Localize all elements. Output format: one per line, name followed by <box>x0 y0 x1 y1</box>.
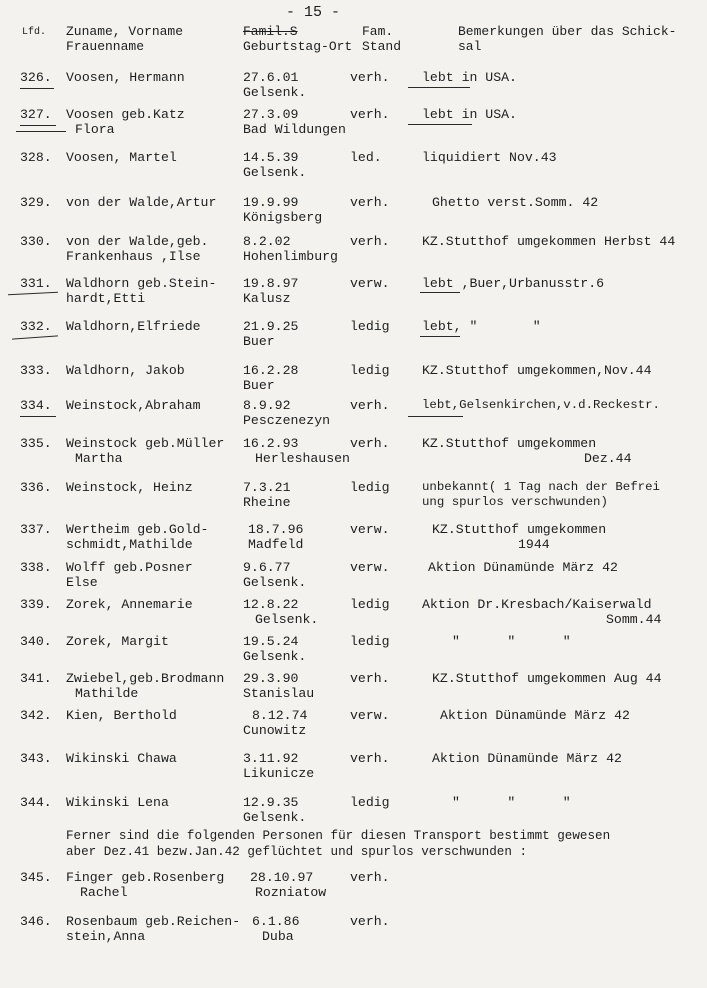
entry-number: 339. <box>20 597 52 612</box>
entry-number: 340. <box>20 634 52 649</box>
entry-status: verw. <box>350 276 390 291</box>
entry-birthdate: 12.9.35 <box>243 795 299 810</box>
entry-status: verh. <box>350 195 390 210</box>
list-item <box>0 476 707 516</box>
list-item <box>0 230 707 270</box>
entry-status: verh. <box>350 751 390 766</box>
entry-number: 326. <box>20 70 52 85</box>
header-remarks-line1: Bemerkungen über das Schick- <box>458 24 677 39</box>
entry-number: 334. <box>20 398 52 413</box>
entry-remark: KZ.Stutthof umgekommen <box>422 436 597 451</box>
entry-name: von der Walde,geb. <box>66 234 209 249</box>
entry-status: ledig <box>350 363 390 378</box>
entry-number: 330. <box>20 234 52 249</box>
entry-birthdate: 19.5.24 <box>243 634 299 649</box>
entry-status: verw. <box>350 708 390 723</box>
entry-remark: lebt ,Buer,Urbanusstr.6 <box>422 276 605 291</box>
entry-birthplace: Bad Wildungen <box>243 122 346 137</box>
entry-remark: " " " <box>452 634 571 649</box>
entry-name-cont: Flora <box>75 122 115 137</box>
entry-number: 343. <box>20 751 52 766</box>
entry-name-cont: schmidt,Mathilde <box>66 537 193 552</box>
entry-name-cont: stein,Anna <box>66 929 146 944</box>
entry-remark: " " " <box>452 795 571 810</box>
entry-name: Wikinski Lena <box>66 795 169 810</box>
entry-remark: unbekannt( 1 Tag nach der Befrei <box>422 480 660 494</box>
underline-mark <box>420 336 460 337</box>
entry-birthplace: Pesczenezyn <box>243 413 331 428</box>
entry-birthplace: Hohenlimburg <box>243 249 338 264</box>
entry-remark: liquidiert Nov.43 <box>422 150 557 165</box>
list-item <box>0 593 707 633</box>
entry-name: Rosenbaum geb.Reichen- <box>66 914 241 929</box>
entry-name: Zorek, Margit <box>66 634 169 649</box>
header-status-line1: Fam. <box>362 24 394 39</box>
entry-birthplace: Stanislau <box>243 686 315 701</box>
entry-birthdate: 18.7.96 <box>248 522 304 537</box>
list-item <box>0 103 707 143</box>
entry-name-cont: Frankenhaus ,Ilse <box>66 249 201 264</box>
entry-number: 335. <box>20 436 52 451</box>
entry-birthdate: 28.10.97 <box>250 870 314 885</box>
header-num: Lfd. <box>22 27 47 38</box>
underline-mark <box>420 292 460 293</box>
entry-birthplace: Madfeld <box>248 537 304 552</box>
underline-mark <box>20 125 56 126</box>
entry-birthplace: Gelsenk. <box>243 810 307 825</box>
entry-birthplace: Gelsenk. <box>243 85 307 100</box>
entry-status: verh. <box>350 107 390 122</box>
underline-mark <box>408 87 470 88</box>
header-status-line2: Stand <box>362 39 402 54</box>
entry-birthplace: Kalusz <box>243 291 291 306</box>
entry-status: ledig <box>350 634 390 649</box>
list-item <box>0 747 707 787</box>
entry-birthplace: Königsberg <box>243 210 323 225</box>
entry-name: Zwiebel,geb.Brodmann <box>66 671 225 686</box>
entry-birthplace: Gelsenk. <box>243 575 307 590</box>
entry-birthplace: Likunicze <box>243 766 315 781</box>
entry-status: verh. <box>350 914 390 929</box>
entry-status: ledig <box>350 795 390 810</box>
list-item <box>0 146 707 186</box>
entry-remark: Ghetto verst.Somm. 42 <box>432 195 599 210</box>
entry-status: verh. <box>350 870 390 885</box>
entry-birthdate: 9.6.77 <box>243 560 291 575</box>
entry-birthdate: 8.9.92 <box>243 398 291 413</box>
list-item <box>0 191 707 231</box>
entry-name-cont: hardt,Etti <box>66 291 146 306</box>
entry-name: Weinstock,Abraham <box>66 398 201 413</box>
list-item <box>0 791 707 831</box>
entry-name: Waldhorn geb.Stein- <box>66 276 217 291</box>
entry-birthdate: 6.1.86 <box>252 914 300 929</box>
entry-remark: KZ.Stutthof umgekommen Aug 44 <box>432 671 662 686</box>
entry-number: 333. <box>20 363 52 378</box>
entry-birthplace: Herleshausen <box>255 451 350 466</box>
entry-status: ledig <box>350 597 390 612</box>
entry-remark-cont: Dez.44 <box>584 451 632 466</box>
entry-birthplace: Rheine <box>243 495 291 510</box>
entry-birthdate: 12.8.22 <box>243 597 299 612</box>
entry-name: Voosen, Hermann <box>66 70 185 85</box>
entry-name-cont: Else <box>66 575 98 590</box>
entry-birthdate: 27.6.01 <box>243 70 299 85</box>
underline-mark <box>408 416 463 417</box>
list-item <box>0 432 707 472</box>
entry-name-cont: Martha <box>75 451 123 466</box>
entry-remark: Aktion Dünamünde März 42 <box>432 751 622 766</box>
entry-remark: lebt,Gelsenkirchen,v.d.Reckestr. <box>422 398 660 412</box>
entry-birthdate: 16.2.28 <box>243 363 299 378</box>
entry-status: verh. <box>350 436 390 451</box>
entry-number: 341. <box>20 671 52 686</box>
list-item <box>0 667 707 707</box>
entry-birthdate: 16.2.93 <box>243 436 299 451</box>
entry-name: Voosen, Martel <box>66 150 177 165</box>
entry-remark: Aktion Dr.Kresbach/Kaiserwald <box>422 597 652 612</box>
entry-status: verh. <box>350 70 390 85</box>
entry-birthplace: Gelsenk. <box>243 649 307 664</box>
entry-name: Waldhorn,Elfriede <box>66 319 201 334</box>
list-item <box>0 315 707 355</box>
entry-name: Wikinski Chawa <box>66 751 177 766</box>
entry-name-cont: Mathilde <box>75 686 139 701</box>
list-item <box>0 272 707 312</box>
entry-birthplace: Duba <box>262 929 294 944</box>
entry-birthdate: 8.2.02 <box>243 234 291 249</box>
list-item <box>0 394 707 434</box>
entry-name: Kien, Berthold <box>66 708 177 723</box>
entry-status: verh. <box>350 398 390 413</box>
header-remarks-line2: sal <box>458 39 482 54</box>
entry-remark: KZ.Stutthof umgekommen,Nov.44 <box>422 363 652 378</box>
entry-remark-cont: ung spurlos verschwunden) <box>422 495 608 509</box>
entry-number: 345. <box>20 870 52 885</box>
entry-number: 328. <box>20 150 52 165</box>
entry-remark-cont: 1944 <box>518 537 550 552</box>
entry-number: 329. <box>20 195 52 210</box>
entry-name: Voosen geb.Katz <box>66 107 185 122</box>
note-line-2: aber Dez.41 bezw.Jan.42 geflüchtet und spurlos verschwunden : <box>66 845 528 859</box>
entry-number: 331. <box>20 276 52 291</box>
entry-name: Weinstock geb.Müller <box>66 436 225 451</box>
entry-birthplace: Gelsenk. <box>243 165 307 180</box>
entry-name: von der Walde,Artur <box>66 195 217 210</box>
entry-remark: lebt, " " <box>422 319 541 334</box>
entry-name: Weinstock, Heinz <box>66 480 193 495</box>
header-date-line1: Famil.S <box>243 24 298 39</box>
entry-status: verw. <box>350 560 390 575</box>
entry-birthplace: Gelsenk. <box>255 612 319 627</box>
entry-birthdate: 21.9.25 <box>243 319 299 334</box>
list-item <box>0 704 707 744</box>
entry-birthdate: 27.3.09 <box>243 107 299 122</box>
note-line-1: Ferner sind die folgenden Personen für diesen Transport bestimmt gewesen <box>66 829 611 843</box>
entry-status: ledig <box>350 480 390 495</box>
list-item <box>0 66 707 106</box>
entry-birthdate: 8.12.74 <box>252 708 308 723</box>
entry-name: Finger geb.Rosenberg <box>66 870 225 885</box>
list-item <box>0 630 707 670</box>
header-name-line1: Zuname, Vorname <box>66 24 184 39</box>
underline-mark <box>16 131 66 132</box>
entry-number: 344. <box>20 795 52 810</box>
list-item <box>0 556 707 596</box>
entry-birthdate: 7.3.21 <box>243 480 291 495</box>
entry-name-cont: Rachel <box>80 885 128 900</box>
list-item <box>0 359 707 399</box>
entry-birthdate: 14.5.39 <box>243 150 299 165</box>
entry-birthplace: Buer <box>243 334 275 349</box>
entry-status: led. <box>350 150 382 165</box>
entry-name: Zorek, Annemarie <box>66 597 193 612</box>
list-item <box>0 518 707 558</box>
entry-remark-cont: Somm.44 <box>606 612 662 627</box>
entry-remark: lebt in USA. <box>422 107 517 122</box>
entry-name: Waldhorn, Jakob <box>66 363 185 378</box>
entry-birthdate: 19.9.99 <box>243 195 299 210</box>
entry-status: ledig <box>350 319 390 334</box>
entry-birthdate: 19.8.97 <box>243 276 299 291</box>
entry-number: 332. <box>20 319 52 334</box>
entry-name: Wertheim geb.Gold- <box>66 522 209 537</box>
entry-number: 327. <box>20 107 52 122</box>
entry-status: verh. <box>350 234 390 249</box>
entry-number: 336. <box>20 480 52 495</box>
entry-status: verh. <box>350 671 390 686</box>
entry-number: 338. <box>20 560 52 575</box>
entry-status: verw. <box>350 522 390 537</box>
entry-name: Wolff geb.Posner <box>66 560 193 575</box>
entry-remark: Aktion Dünamünde März 42 <box>428 560 618 575</box>
underline-mark <box>20 88 54 89</box>
entry-birthplace: Cunowitz <box>243 723 307 738</box>
entry-birthplace: Buer <box>243 378 275 393</box>
entry-number: 337. <box>20 522 52 537</box>
header-date-line2: Geburtstag-Ort <box>243 39 353 54</box>
list-item <box>0 910 707 950</box>
underline-mark <box>408 124 472 125</box>
entry-remark: KZ.Stutthof umgekommen <box>432 522 607 537</box>
header-name-line2: Frauenname <box>66 39 145 54</box>
entry-birthdate: 29.3.90 <box>243 671 299 686</box>
underline-mark <box>20 416 56 417</box>
entry-number: 346. <box>20 914 52 929</box>
entry-birthdate: 3.11.92 <box>243 751 299 766</box>
entry-birthplace: Rozniatow <box>255 885 327 900</box>
page-number: - 15 - <box>286 4 341 21</box>
entry-number: 342. <box>20 708 52 723</box>
entry-remark: lebt in USA. <box>422 70 517 85</box>
list-item <box>0 866 707 906</box>
entry-remark: Aktion Dünamünde März 42 <box>440 708 630 723</box>
entry-remark: KZ.Stutthof umgekommen Herbst 44 <box>422 234 676 249</box>
